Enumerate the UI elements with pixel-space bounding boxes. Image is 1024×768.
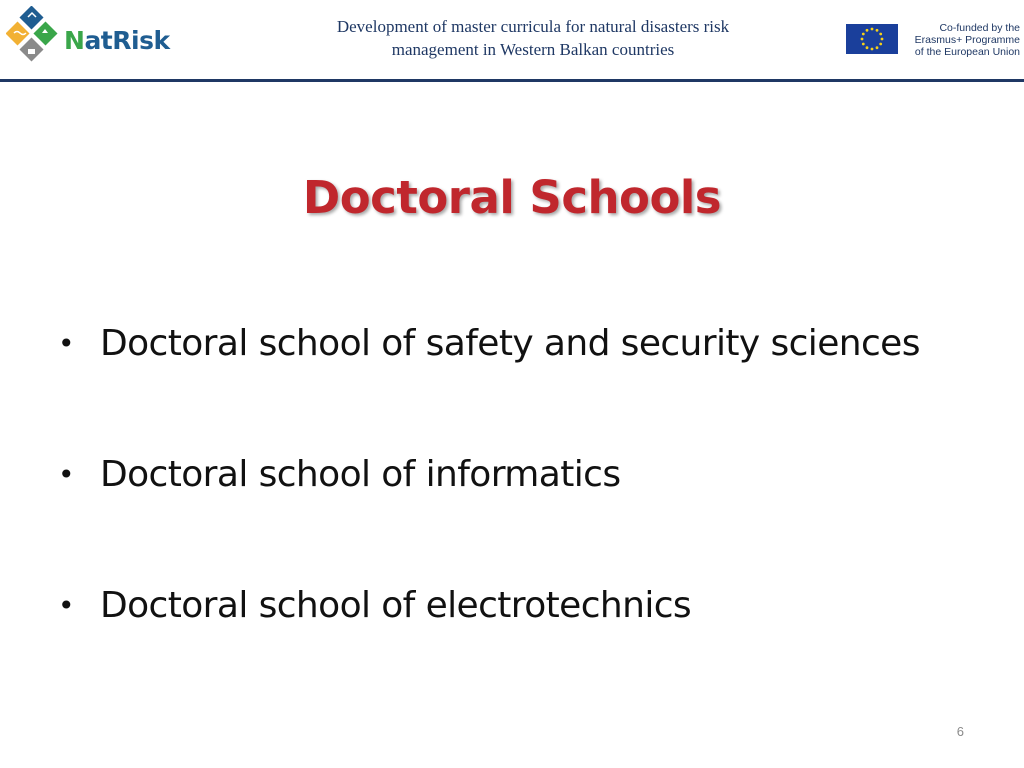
list-item-text: Doctoral school of informatics (100, 454, 621, 495)
eu-text-line-1: Co-funded by the (939, 22, 1020, 34)
eu-flag-icon (846, 24, 898, 54)
eu-text-line-3: of the European Union (914, 46, 1020, 58)
bullet-icon: • (58, 589, 75, 622)
slide-title: Doctoral Schools (302, 171, 722, 224)
natrisk-logo (6, 6, 170, 72)
erasmus-cofunding-text (902, 22, 1020, 58)
page-number: 6 (956, 724, 964, 739)
project-title-line-1: Development of master curricula for natural disasters risk (336, 17, 730, 36)
header-divider (0, 79, 1024, 82)
logo-wordmark: NatRisk (64, 26, 170, 55)
project-title-line-2: management in Western Balkan countries (391, 40, 675, 59)
list-item-text: Doctoral school of safety and security sciences (100, 323, 920, 364)
bullet-icon: • (58, 458, 75, 491)
project-title (240, 15, 826, 61)
header (0, 0, 1024, 80)
list-item-text: Doctoral school of electrotechnics (100, 585, 692, 626)
bullet-icon: • (58, 327, 75, 360)
eu-text-line-2: Erasmus+ Programme (914, 34, 1020, 46)
